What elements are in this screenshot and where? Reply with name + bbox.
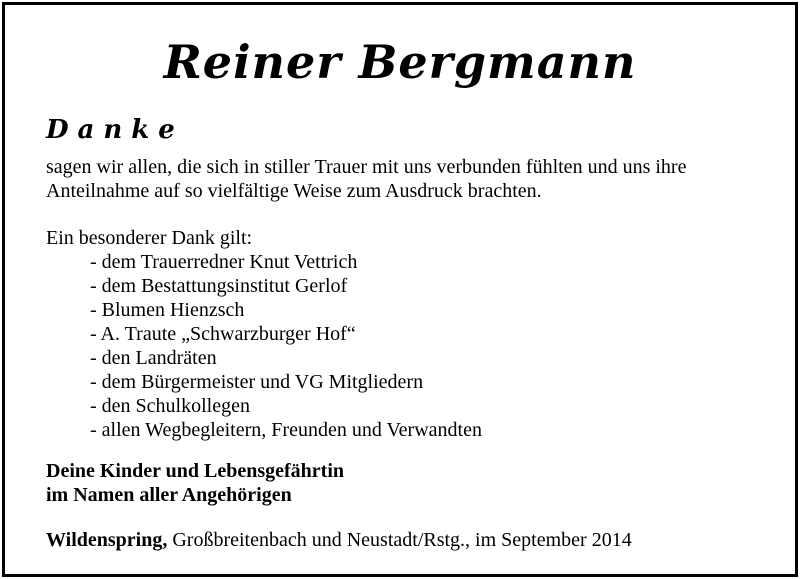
thanks-list-item: - den Landräten	[90, 347, 217, 369]
thanks-list-item: - den Schulkollegen	[90, 395, 250, 417]
thanks-list-item: - allen Wegbegleitern, Freunden und Verwandten	[90, 419, 482, 441]
intro-line: Anteilnahme auf so vielfältige Weise zum Ausdruck brachten.	[46, 180, 542, 202]
thanks-list-item: - dem Bürgermeister und VG Mitgliedern	[90, 371, 424, 393]
place-name: Wildenspring,	[46, 529, 168, 551]
intro-paragraph	[46, 155, 686, 203]
signature	[46, 459, 344, 507]
thanks-list-item: - dem Trauerredner Knut Vettrich	[90, 251, 358, 273]
deceased-name: Reiner Bergmann	[163, 35, 637, 89]
place-date-rest: Großbreitenbach und Neustadt/Rstg., im September 2014	[167, 529, 632, 551]
thanks-list-item: - Blumen Hienzsch	[90, 299, 245, 321]
thanks-list	[90, 250, 482, 442]
signature-line: im Namen aller Angehörigen	[46, 484, 292, 506]
special-thanks-label: Ein besonderer Dank gilt:	[46, 227, 253, 249]
intro-line: sagen wir allen, die sich in stiller Trauer mit uns verbunden fühlten und uns ihre	[46, 156, 687, 178]
place-date-line	[46, 528, 632, 552]
thanks-list-item: - dem Bestattungsinstitut Gerlof	[90, 275, 348, 297]
signature-line: Deine Kinder und Lebensgefährtin	[46, 460, 344, 482]
thanks-heading: Danke	[46, 115, 184, 145]
thanks-list-item: - A. Traute „Schwarzburger Hof“	[90, 323, 356, 345]
